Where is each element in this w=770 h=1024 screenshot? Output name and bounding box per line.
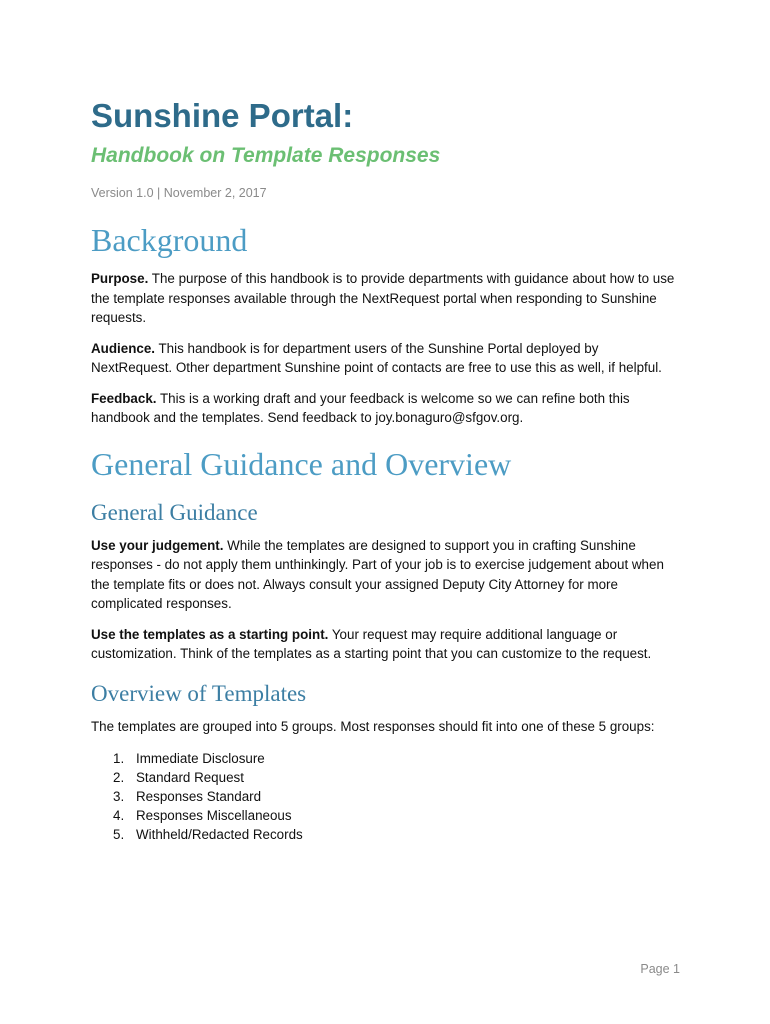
list-item-number: 3. xyxy=(113,789,125,804)
template-group-list xyxy=(91,749,683,844)
list-item-number: 4. xyxy=(113,808,125,823)
purpose-label: Purpose. xyxy=(91,271,149,286)
list-item-number: 2. xyxy=(113,770,125,785)
list-item-number: 1. xyxy=(113,751,125,766)
purpose-text: The purpose of this handbook is to provide departments with guidance about how to use the template responses available through the NextRequest portal when responding to Sunshine requests. xyxy=(91,271,675,325)
document-subtitle: Handbook on Template Responses xyxy=(91,144,441,167)
list-item-label: Standard Request xyxy=(136,770,244,785)
feedback-text: This is a working draft and your feedback is welcome so we can refine both this handbook and the templates. Send feedback to joy.bonaguro@sfgov.org. xyxy=(91,390,630,425)
document-title: Sunshine Portal: xyxy=(91,97,354,134)
list-item xyxy=(91,787,683,806)
list-item-label: Responses Standard xyxy=(136,789,262,804)
paragraph-purpose xyxy=(91,269,683,328)
list-item xyxy=(91,768,683,787)
paragraph-overview-intro: The templates are grouped into 5 groups. Most responses should fit into one of these 5 groups: xyxy=(91,718,655,734)
page-number: Page 1 xyxy=(640,962,680,976)
paragraph-judgement xyxy=(91,536,683,614)
list-item-label: Withheld/Redacted Records xyxy=(136,827,303,842)
list-item-label: Immediate Disclosure xyxy=(136,751,265,766)
page-content xyxy=(91,96,683,844)
heading-general-guidance: General Guidance xyxy=(91,499,258,525)
heading-background: Background xyxy=(91,222,248,258)
feedback-label: Feedback. xyxy=(91,390,157,406)
list-item-number: 5. xyxy=(113,827,125,842)
heading-overview-templates: Overview of Templates xyxy=(91,680,307,706)
list-item xyxy=(91,825,683,844)
judgement-label: Use your judgement. xyxy=(91,537,224,553)
starting-point-text: Your request may require additional language or customization. Think of the templates as a starting point that you can customize to the request. xyxy=(91,626,652,661)
heading-general-guidance-overview: General Guidance and Overview xyxy=(91,445,512,482)
audience-text: This handbook is for department users of the Sunshine Portal deployed by NextRequest. Other department Sunshine point of contacts are free to use this as well, if helpful. xyxy=(91,340,662,375)
starting-point-label: Use the templates as a starting point. xyxy=(91,626,329,642)
judgement-text: While the templates are designed to support you in crafting Sunshine responses - do not apply them unthinkingly. Part of your job is to exercise judgement about when the template fits or does not. Always consult your assigned Deputy City Attorney for more complicated responses. xyxy=(91,537,664,611)
paragraph-starting-point xyxy=(91,625,683,664)
list-item xyxy=(91,749,683,768)
audience-label: Audience. xyxy=(91,340,155,356)
list-item-label: Responses Miscellaneous xyxy=(136,808,292,823)
paragraph-audience xyxy=(91,339,683,378)
version-line: Version 1.0 | November 2, 2017 xyxy=(91,186,267,200)
list-item xyxy=(91,806,683,825)
paragraph-feedback xyxy=(91,389,683,428)
